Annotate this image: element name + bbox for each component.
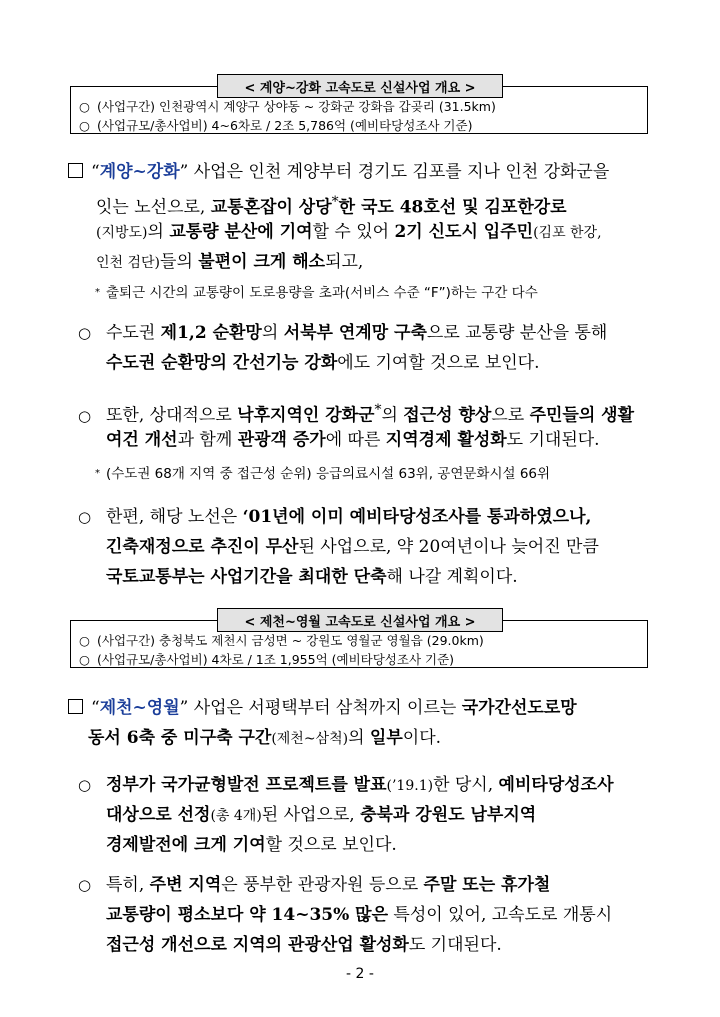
emphasis-text: 대상으로 선정	[106, 805, 211, 825]
text-run: 할 것으로 보인다.	[265, 835, 397, 855]
summary-row-text: (사업규모/총사업비) 4~6차로 / 2조 5,786억 (예비타당성조사 기준)	[97, 118, 473, 133]
footnote-mark: *	[374, 402, 382, 418]
square-bullet-icon	[68, 163, 83, 178]
square-bullet-icon	[68, 699, 83, 714]
emphasis-text: 예비타당성조사	[498, 775, 614, 795]
para-line	[78, 800, 668, 830]
route-name: 제천~영월	[99, 698, 180, 718]
emphasis-text: 주민들의 생활	[529, 405, 635, 426]
footnote-mark: *	[331, 194, 339, 210]
quote-mark: ”	[179, 162, 189, 182]
text-run: 특히,	[106, 875, 150, 895]
summary-box-title-1: < 계양~강화 고속도로 신설사업 개요 >	[217, 74, 503, 98]
emphasis-text: 동서 6축 중 미구축 구간	[88, 728, 272, 748]
text-run: 특성이 있어, 고속도로 개통시	[388, 905, 613, 925]
emphasis-text: 교통량 분산에 기여	[169, 222, 313, 242]
text-run: 할 수 있어	[312, 222, 395, 242]
para-line	[78, 348, 668, 378]
text-run: (김포 한강,	[533, 225, 602, 241]
text-run: 의	[348, 728, 370, 748]
text-run: 은 풍부한 관광자원 등으로	[221, 875, 424, 895]
bullet-paragraph-3	[78, 502, 668, 592]
emphasis-text: 교통혼잡이 상당	[210, 197, 332, 218]
text-run: 과 함께	[177, 430, 238, 450]
para-line	[78, 770, 668, 800]
summary-row	[79, 650, 454, 670]
para-line	[68, 247, 664, 277]
emphasis-text: 낙후지역인 강화군	[237, 405, 375, 426]
emphasis-text: 제1,2 순환망	[160, 323, 262, 343]
circle-bullet-icon: ○	[79, 633, 90, 648]
text-run: 에 따른	[325, 430, 386, 450]
summary-row	[79, 631, 484, 651]
summary-row	[79, 97, 496, 117]
text-run: 해 나갈 계획이다.	[386, 567, 518, 587]
summary-box-title-2: < 제천~영월 고속도로 신설사업 개요 >	[217, 608, 503, 632]
emphasis-text: 주말 또는 휴가철	[423, 875, 551, 895]
text-run: 의	[381, 405, 404, 426]
text-run: 으로	[491, 405, 530, 426]
para-line	[68, 693, 664, 723]
emphasis-text: 국토교통부는 사업기간을 최대한 단축	[106, 567, 387, 587]
emphasis-text: ‘01년에 이미 예비타당성조사를 통과하였으나,	[242, 507, 592, 527]
footnote-2	[95, 462, 550, 482]
emphasis-text: 충북과 강원도 남부지역	[360, 805, 537, 825]
circle-bullet-icon: ○	[78, 508, 92, 526]
emphasis-text: 여건 개선	[106, 430, 178, 450]
emphasis-text: 불편이 크게 해소	[198, 252, 326, 272]
section-paragraph-1	[68, 157, 664, 277]
text-run: 인천 검단)	[96, 255, 161, 271]
text-run: (제천~삼척)	[271, 731, 349, 747]
circle-bullet-icon: ○	[78, 776, 92, 794]
route-name: 계양~강화	[99, 162, 180, 182]
para-line	[78, 395, 668, 425]
footnote-star: *	[95, 287, 100, 298]
text-run: 한 당시,	[433, 775, 499, 795]
emphasis-text: 교통량이 평소보다 약 14~35% 많은	[106, 905, 389, 925]
circle-bullet-icon: ○	[78, 876, 92, 894]
bullet-paragraph-5	[78, 870, 668, 960]
text-run: 의	[261, 323, 284, 343]
summary-row-text: (사업구간) 인천광역시 계양구 상야동 ~ 강화군 강화읍 갑곶리 (31.5km)	[97, 99, 496, 114]
emphasis-text: 일부	[369, 728, 403, 748]
para-line	[78, 318, 668, 348]
text-run: 사업은 서평택부터 삼척까지 이르는	[188, 698, 462, 718]
emphasis-text: 경제발전에 크게 기여	[106, 835, 266, 855]
para-line	[78, 930, 668, 960]
text-run: 또한, 상대적으로	[106, 405, 238, 426]
para-line	[78, 562, 668, 592]
emphasis-text: 접근성 향상	[403, 405, 492, 426]
summary-row	[79, 116, 472, 136]
emphasis-text: 국가간선도로망	[461, 698, 577, 718]
text-run: 도 기대된다.	[408, 935, 502, 955]
para-line	[68, 217, 664, 247]
para-line	[68, 157, 664, 187]
summary-row-text: (사업구간) 충청북도 제천시 금성면 ~ 강원도 영월군 영월읍 (29.0km)	[97, 633, 484, 648]
para-line	[78, 532, 668, 562]
bullet-paragraph-2	[78, 395, 668, 455]
text-run: 사업은 인천 계양부터 경기도 김포를 지나 인천 강화군을	[188, 162, 610, 182]
emphasis-text: 수도권 순환망의 간선기능 강화	[106, 353, 338, 373]
footnote-star: *	[95, 468, 100, 479]
circle-bullet-icon: ○	[79, 118, 90, 133]
text-run: 된 사업으로,	[261, 805, 361, 825]
emphasis-text: 주변 지역	[149, 875, 222, 895]
text-run: 으로 교통량 분산을 통해	[426, 323, 608, 343]
bullet-paragraph-4	[78, 770, 668, 860]
text-run: (지방도)	[96, 225, 148, 241]
emphasis-text: 긴축재정으로 추진이 무산	[106, 537, 299, 557]
text-run: 잇는 노선으로,	[96, 197, 211, 218]
emphasis-text: 2기 신도시 입주민	[394, 222, 534, 242]
para-line	[68, 723, 664, 753]
footnote-text: (수도권 68개 지역 중 접근성 순위) 응급의료시설 63위, 공연문화시설 66위	[106, 466, 551, 482]
footnote-1	[95, 281, 538, 301]
circle-bullet-icon: ○	[79, 99, 90, 114]
emphasis-text: 서북부 연계망 구축	[283, 323, 427, 343]
emphasis-text: 관광객 증가	[237, 430, 326, 450]
text-run: 에도 기여할 것으로 보인다.	[337, 353, 540, 373]
text-run: 된 사업으로, 약 20여년이나 늦어진 만큼	[298, 537, 599, 557]
circle-bullet-icon: ○	[79, 652, 90, 667]
emphasis-text: 한 국도 48호선 및 김포한강로	[338, 197, 567, 218]
para-line	[78, 830, 668, 860]
quote-mark: “	[91, 698, 100, 718]
section-paragraph-2	[68, 693, 664, 753]
emphasis-text: 지역경제 활성화	[385, 430, 507, 450]
footnote-text: 출퇴근 시간의 교통량이 도로용량을 초과(서비스 수준 “F”)하는 구간 다수	[106, 285, 538, 301]
emphasis-text: 정부가 국가균형발전 프로젝트를 발표	[106, 775, 387, 795]
text-run: 되고,	[325, 252, 364, 272]
para-line	[78, 870, 668, 900]
text-run: 수도권	[106, 323, 161, 343]
text-run: (총 4개)	[210, 808, 262, 824]
quote-mark: ”	[179, 698, 189, 718]
emphasis-text: 접근성 개선으로 지역의 관광산업 활성화	[106, 935, 409, 955]
para-line	[78, 425, 668, 455]
para-line	[78, 502, 668, 532]
circle-bullet-icon: ○	[78, 406, 92, 425]
quote-mark: “	[91, 162, 100, 182]
summary-row-text: (사업규모/총사업비) 4차로 / 1조 1,955억 (예비타당성조사 기준)	[97, 652, 455, 667]
text-run: 이다.	[402, 728, 442, 748]
text-run: 한편, 해당 노선은	[106, 507, 243, 527]
circle-bullet-icon: ○	[78, 324, 92, 342]
bullet-paragraph-1	[78, 318, 668, 378]
para-line	[78, 900, 668, 930]
page-number: - 2 -	[346, 966, 374, 982]
text-run: 의	[147, 222, 170, 242]
text-run: 도 기대된다.	[506, 430, 600, 450]
text-run: (’19.1)	[386, 778, 434, 794]
para-line	[68, 187, 664, 217]
text-run: 들의	[160, 252, 199, 272]
